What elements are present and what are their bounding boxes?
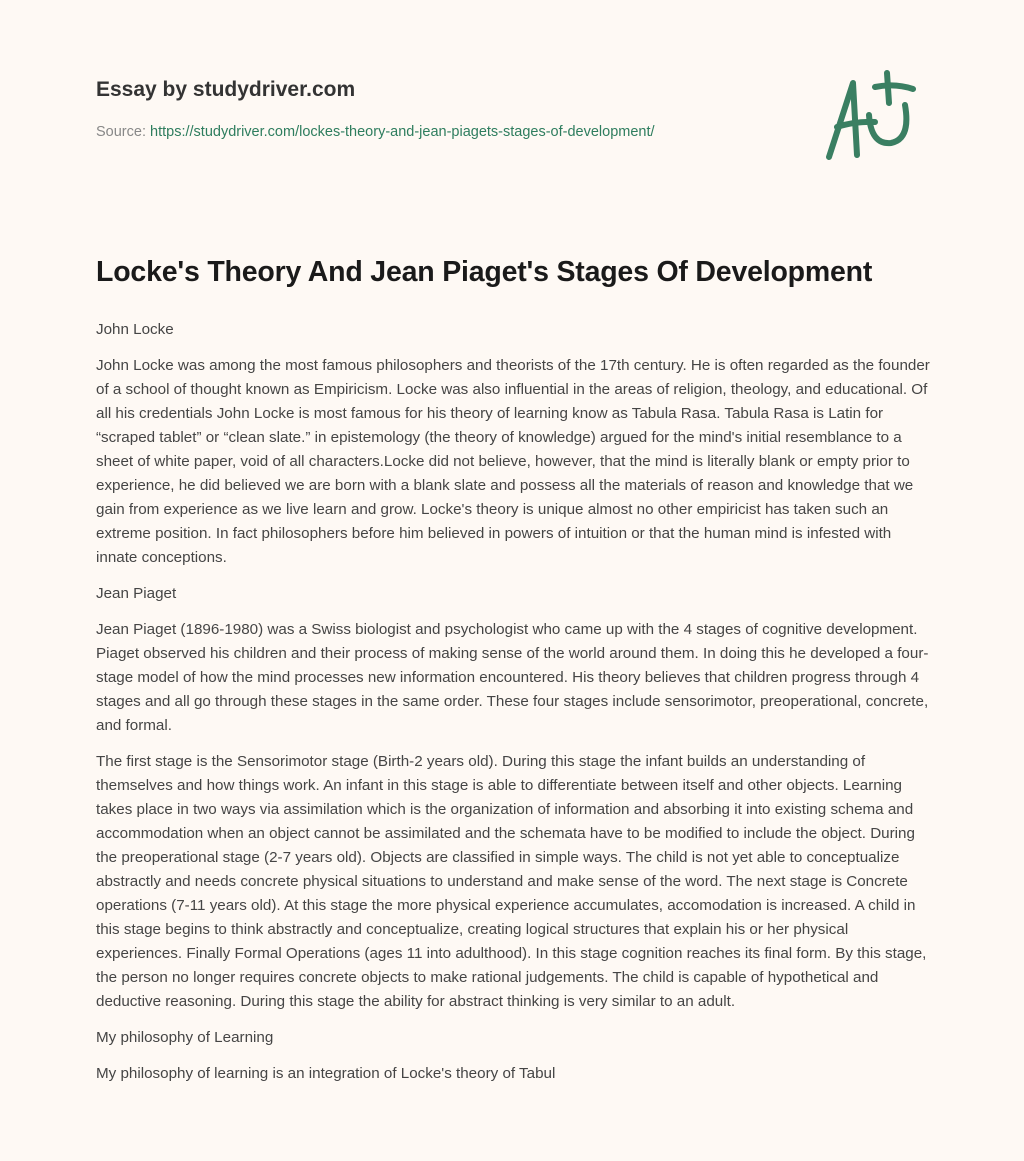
paragraph: John Locke was among the most famous philosophers and theorists of the 17th century. He is often regarded as the founder of a school of thought known as Empiricism. Locke was also influential in the areas of religion, theology, and educational. Of all his credentials John Locke is most famous for his theory of learning know as Tabula Rasa. Tabula Rasa is Latin for “scraped tablet” or “clean slate.” in epistemology (the theory of knowledge) argued for the mind's initial resemblance to a sheet of white paper, void of all characters.Locke did not believe, however, that the mind is literally blank or empty prior to experience, he did believed we are born with a blank slate and possess all the materials of reason and knowledge that we gain from experience as we live learn and grow. Locke's theory is unique almost no other empiricist has taken such an extreme position. In fact philosophers before him believed in powers of intuition or that the human mind is infested with innate conceptions. (96, 357, 930, 566)
source-label: Source: (96, 124, 146, 140)
source-link[interactable]: https://studydriver.com/lockes-theory-and-jean-piagets-stages-of-development/ (150, 124, 655, 140)
section-heading: John Locke (96, 321, 174, 338)
site-brand: Essay by studydriver.com (96, 78, 356, 101)
paragraph: Jean Piaget (1896-1980) was a Swiss biologist and psychologist who came up with the 4 stages of cognitive development. Piaget observed his children and their process of making sense of the world around them. In doing this he developed a four-stage model of how the mind processes new information encountered. His theory believes that children progress through 4 stages and all go through these stages in the same order. These four stages include sensorimotor, preoperational, concrete, and formal. (96, 621, 929, 734)
a-plus-logo-icon (815, 65, 935, 170)
section-heading: My philosophy of Learning (96, 1029, 274, 1046)
paragraph: My philosophy of learning is an integration of Locke's theory of Tabul (96, 1065, 556, 1082)
source-line (96, 124, 655, 140)
page-title: Locke's Theory And Jean Piaget's Stages Of Development (96, 256, 873, 288)
paragraph: The first stage is the Sensorimotor stage (Birth-2 years old). During this stage the infant builds an understanding of themselves and how things work. An infant in this stage is able to differentiate between itself and other objects. Learning takes place in two ways via assimilation which is the organization of information and absorbing it into existing schema and accommodation when an object cannot be assimilated and the schemata have to be modified to include the object. During the preoperational stage (2-7 years old). Objects are classified in simple ways. The child is not yet able to conceptualize abstractly and needs concrete physical situations to understand and make sense of the word. The next stage is Concrete operations (7-11 years old). At this stage the more physical experience accumulates, accomodation is increased. A child in this stage begins to think abstractly and conceptualize, creating logical structures that explain his or her physical experiences. Finally Formal Operations (ages 11 into adulthood). In this stage cognition reaches its final form. By this stage, the person no longer requires concrete objects to make rational judgements. The child is capable of hypothetical and deductive reasoning. During this stage the ability for abstract thinking is very similar to an adult. (96, 753, 927, 1010)
essay-body (96, 318, 931, 1098)
section-heading: Jean Piaget (96, 585, 177, 602)
